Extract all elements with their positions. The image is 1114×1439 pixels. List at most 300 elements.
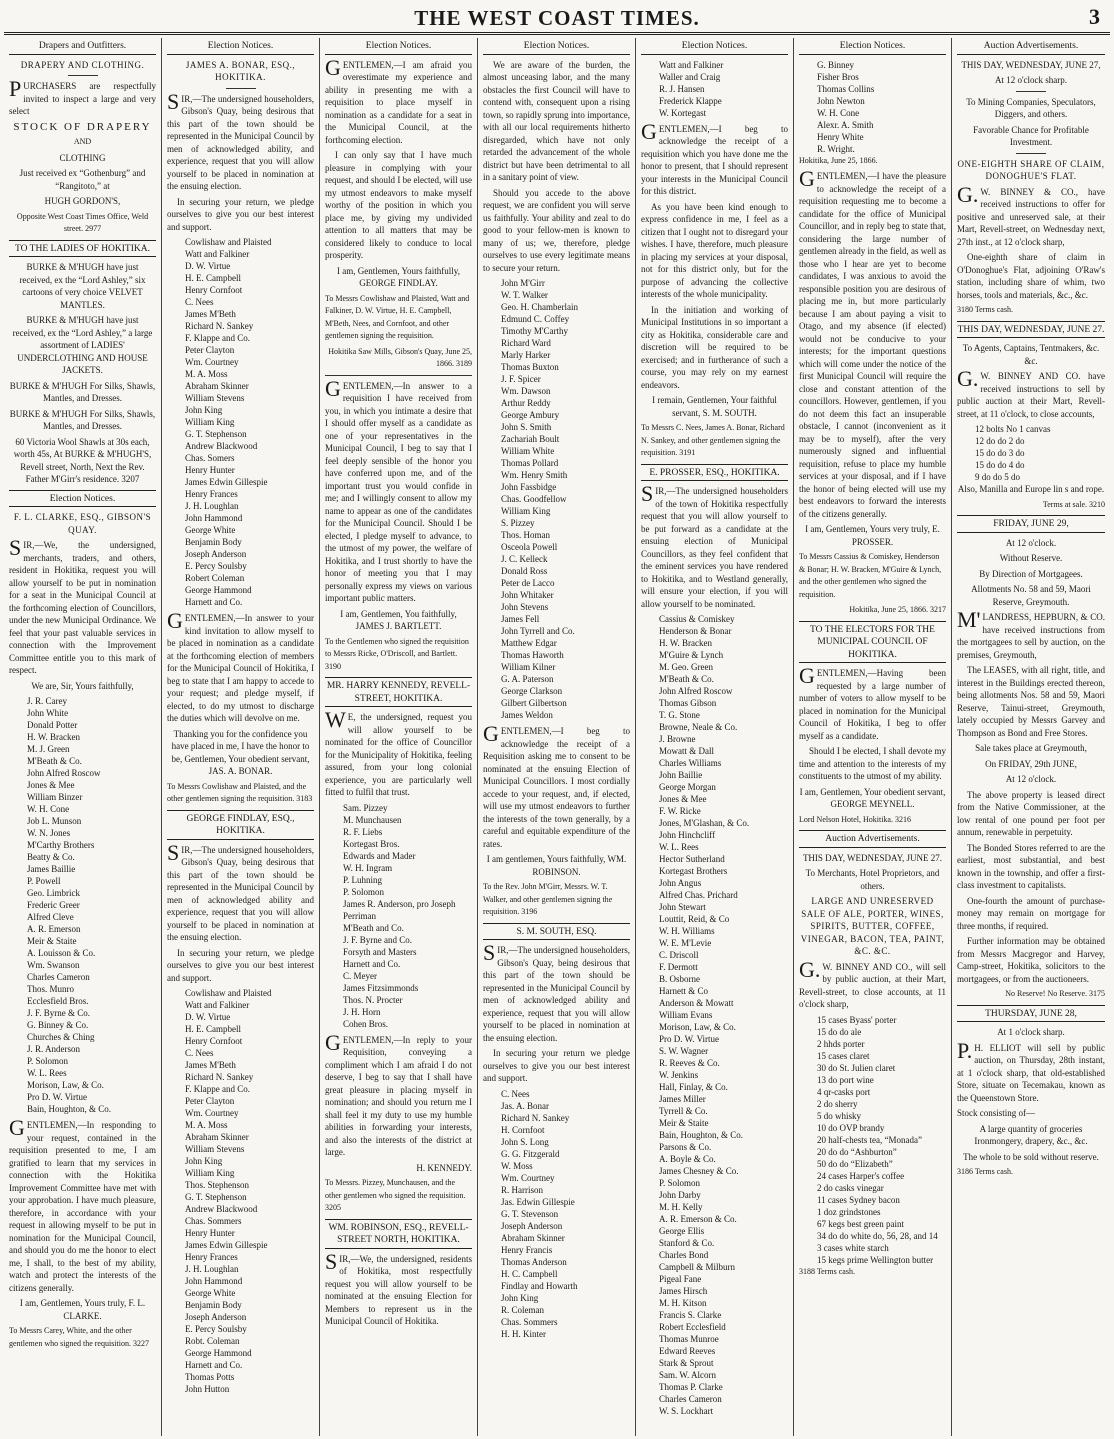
- list-item: C. Driscoll: [659, 950, 699, 960]
- list-item: 34 do do white do, 56, 28, and 14: [817, 1230, 938, 1241]
- column-5: [636, 38, 794, 1436]
- list-item: 20 do do “Ashburton”: [817, 1146, 897, 1157]
- list-item: Henry Frances: [185, 489, 238, 499]
- list-item: A. Louisson & Co.: [27, 948, 96, 958]
- notice-heading: S. M. SOUTH, ESQ.: [483, 923, 630, 941]
- auction-text: Favorable Chance for Profitable Investment.: [973, 124, 1089, 147]
- list-item: Frederic Greer: [27, 900, 80, 910]
- list-item: W. N. Jones: [27, 828, 71, 838]
- list-item: 15 cases Byass' porter: [817, 1014, 897, 1025]
- list-item: B. Osborne: [659, 974, 700, 984]
- list-item: John King: [501, 1292, 539, 1303]
- list-item: Morison, Law, & Co.: [27, 1080, 104, 1090]
- list-item: Thomas Pollard: [501, 458, 559, 468]
- list-item: Robt. Coleman: [185, 1336, 240, 1346]
- auction-text: Without Reserve.: [999, 553, 1063, 563]
- list-item: W. H. Cone: [27, 804, 70, 814]
- list-item: Hall, Finlay, & Co.: [659, 1082, 728, 1092]
- notice-footer: To Messrs Carey, White, and the other gentlemen who signed the requisition. 3227: [9, 1326, 149, 1348]
- notice-footer: To the Rev. John M'Girr, Messrs. W. T. Walker, and other gentlemen signing the requisition. 3196: [483, 882, 613, 916]
- notice-footer: Hokitika, June 25, 1866. 3217: [849, 605, 946, 614]
- list-item: William King: [185, 1168, 235, 1178]
- column-3: [320, 38, 478, 1436]
- auction-footer: No Reserve! No Reserve. 3175: [1005, 989, 1105, 998]
- ad-text: PURCHASERS are respectfully invited to inspect a large and very select: [9, 76, 156, 116]
- notice-text: GENTLEMEN,—In answer to a requisition I have received from you, in which you intimate a desire that I should offer myself as a candidate as one of your representatives in the Municipal Council, I beg to say that I feel deeply sensible of the honor you have conferred upon me, and of the important trust you would confide in me; and I willingly consent to allow my name to appear as one of the candidates for the Municipal Council. Should I be elected, I pledge myself to advance, to the utmost of my power, the welfare of Hokitika, and I trust shortly to have the honor of meeting you that I may personally express my views on various important public matters.: [325, 375, 472, 603]
- list-item: Alfred Cleve: [27, 912, 74, 922]
- divider: [1016, 153, 1046, 154]
- notice-footer: Lord Nelson Hotel, Hokitika. 3216: [799, 814, 911, 824]
- list-item: William Kilner: [501, 662, 556, 672]
- list-item: W. H. Cone: [817, 107, 860, 118]
- list-item: C. Nees: [501, 1088, 530, 1099]
- notice-text: We are aware of the burden, the almost unceasing labor, and the many obstacles the first Council will have to contend with, consequent upon a rising town, so rapidly sprung into importance, with all our local requirements hitherto disregarded, which have not only retarded the advancement of the whole district but have been detrimental to all in a sanitary point of view.: [483, 59, 630, 182]
- list-item: Peter Clayton: [185, 345, 235, 355]
- list-item: R. Reeves & Co.: [659, 1058, 720, 1068]
- notice-text: SIR,—The undersigned householders, Gibson's Quay, being desirous that this part of the town should be represented in the Municipal Council by men of acknowledged ability, and experience, request that you will allow yourself to be placed in nomination at the ensuing election.: [167, 88, 314, 191]
- list-item: Richard N. Sankey: [501, 1112, 570, 1123]
- notice-signoff: I am gentlemen, Yours faithfully, WM. ROBINSON.: [486, 854, 627, 877]
- list-item: W. H. Williams: [659, 926, 715, 936]
- notice-text: In the initiation and working of Municipal Institutions in so important a city as Hokitika, considerable care and discretion will be required to be exercised; and in furtherance of such a course, you may rely on my earnest endeavors.: [641, 304, 788, 390]
- list-item: J. Browne: [659, 734, 696, 744]
- newspaper-title: THE WEST COAST TIMES.: [414, 6, 700, 30]
- list-item: Louttit, Reid, & Co: [659, 914, 730, 924]
- notice-footer: To Messrs C. Nees, James A. Bonar, Richard N. Sankey, and other gentlemen signing the requisition. 3191: [641, 423, 785, 457]
- list-item: Jones & Mee: [659, 794, 707, 804]
- list-item: Sam. W. Alcorn: [659, 1370, 717, 1380]
- list-item: H. Cornfoot: [501, 1124, 545, 1135]
- notice-text: GENTLEMEN,—I beg to acknowledge the receipt of a Requisition asking me to consent to be nominated at the ensuing Election of Municipal Councillors. I most cordially accede to your request, and, if elected, will use my utmost endeavors to further the interests of the town generally, by a careful and equitable expenditure of the rates.: [483, 721, 630, 849]
- list-item: Peter de Lacco: [501, 578, 555, 588]
- auction-text: Further information may be obtained from Messrs Macgregor and Harvey, Camp-street, Hokitika, solicitors to the mortgagees, or from the auctioneers.: [957, 936, 1105, 984]
- list-item: Chas. Goodfellow: [501, 494, 567, 504]
- list-item: Stanford & Co.: [659, 1238, 715, 1248]
- list-item: Alfred Chas. Prichard: [659, 890, 738, 900]
- list-item: Marly Harker: [501, 350, 551, 360]
- list-item: F. W. Ricke: [659, 806, 701, 816]
- signatory-list: [641, 613, 788, 1417]
- list-item: Benjamin Body: [185, 1300, 242, 1310]
- notice-text: WE, the undersigned, request you will allow yourself to be nominated for the office of Councillor for the Municipality of Hokitika, feeling assured, from your long colonial experience, you are particularly well fitted to fulfil that trust.: [325, 707, 472, 797]
- lot-list: [799, 1014, 946, 1266]
- notice-text: SIR,—We, the undersigned, residents of Hokitika, most respectfully request you will allow yourself to be nominated at the ensuing Election for Members to represent us in the Municipal Council of Hokitika.: [325, 1248, 472, 1326]
- list-item: Arthur Reddy: [501, 398, 551, 408]
- notice-footer: Hokitika, June 25, 1866.: [799, 155, 878, 165]
- list-item: C. Meyer: [343, 970, 377, 981]
- notice-signoff: I am, Gentlemen, Yours truly, F. L. CLARKE.: [19, 1298, 146, 1321]
- list-item: 13 do port wine: [817, 1074, 874, 1085]
- notice-heading: WM. ROBINSON, ESQ., REVELL-STREET NORTH, HOKITIKA.: [325, 1219, 472, 1249]
- notice-footer: To Messrs Cowlishaw and Plaisted, Watt and Falkiner, D. W. Virtue, H. E. Campbell, M'Beth, Nees, and Cornfoot, and other gentlemen signing the requisition.: [325, 293, 470, 340]
- list-item: Thos. Homan: [501, 530, 550, 540]
- notice-signoff: Thanking you for the confidence you have placed in me, I have the honor to be, Gentlemen, Your obedient servant, JAS. A. BONAR.: [171, 728, 310, 776]
- divider: [325, 375, 472, 376]
- list-item: Richard Ward: [501, 338, 551, 348]
- list-item: Harnett and Co.: [185, 1360, 243, 1370]
- list-item: Abraham Skinner: [185, 381, 249, 391]
- auction-text: The Bonded Stores referred to are the earliest, most substantial, and best known in the township, and offer a first-class investment to capitalists.: [957, 842, 1105, 890]
- auction-text: G.W. BINNEY & CO., have received instructions to offer for positive and unreserved sale, at their Mart, Revell-street, on Wednesday next, 27th inst., at 12 o'clock sharp,: [957, 181, 1105, 247]
- canvas-list: [957, 423, 1105, 483]
- list-item: Henry White: [817, 131, 864, 142]
- list-item: Harnett and Co.: [185, 597, 243, 607]
- list-item: J. H. Loughlan: [185, 501, 239, 511]
- divider: [226, 88, 256, 89]
- list-item: Thomas Buxton: [501, 362, 559, 372]
- list-item: G. T. Stephenson: [185, 429, 247, 439]
- list-item: 15 do do 4 do: [975, 460, 1025, 470]
- notice-text: In securing your return, we pledge ourselves to give you our best interest and support.: [167, 196, 314, 232]
- list-item: Thomas Gibson: [659, 698, 717, 708]
- list-item: James Baillie: [27, 864, 76, 874]
- notice-heading: F. L. CLARKE, ESQ., GIBSON'S QUAY.: [13, 512, 152, 535]
- list-item: John Hammond: [185, 513, 243, 523]
- list-item: H. C. Campbell: [501, 1268, 558, 1279]
- list-item: M. A. Moss: [185, 1120, 228, 1130]
- list-item: William Evans: [659, 1010, 713, 1020]
- list-item: James Hirsch: [659, 1286, 708, 1296]
- auction-text: Also, Manilla and Europe lin s and rope.: [957, 484, 1105, 494]
- notice-text: GENTLEMEN,—I beg to acknowledge the receipt of a requisition which you have done me the honor to present, that I should represent your interests in the Municipal Council for this district.: [641, 118, 788, 196]
- notice-signoff: I am, Gentlemen, Yours faithfully, GEORGE FINDLAY.: [337, 265, 460, 288]
- list-item: W. L. Rees: [659, 842, 699, 852]
- list-item: C. Nees: [185, 297, 214, 307]
- list-item: M. H. Kitson: [659, 1298, 707, 1308]
- list-item: Churches & Ching: [27, 1032, 95, 1042]
- list-item: Frederick Klappe: [659, 95, 722, 106]
- list-item: Wm. Henry Smith: [501, 470, 568, 480]
- list-item: John Fassbidge: [501, 482, 557, 492]
- notice-text: SIR,—The undersigned householders, Gibson's Quay, being desirous that this part of the town should be represented in the Municipal Council by men of acknowledged ability and experience, request that you will allow yourself to be placed in nomination at the ensuing election.: [483, 940, 630, 1043]
- auction-text: To Merchants, Hotel Proprietors, and others.: [805, 868, 940, 891]
- list-item: E. Percy Soulsby: [185, 561, 247, 571]
- notice-text: Should I be elected, I shall devote my time and attention to the interests of my constituents to the utmost of my ability.: [799, 746, 946, 781]
- list-item: 5 do whisky: [817, 1110, 862, 1121]
- list-item: H. W. Bracken: [27, 732, 80, 742]
- auction-text: G.W. BINNEY AND CO. have received instructions to sell by public auction at their Mart, Revell-street, at 11 o'clock, to close accounts,: [957, 366, 1105, 419]
- notice-footer: To Messrs Cassius & Comiskey, Henderson & Bonar; H. W. Bracken, M'Guire & Lynch, and the other gentlemen who signed the requisition.: [799, 552, 942, 599]
- list-item: Pro D. W. Virtue: [659, 1034, 720, 1044]
- ad-heading: HUGH GORDON'S,: [44, 196, 121, 206]
- list-item: Charles Cameron: [659, 1394, 722, 1404]
- list-item: John Hutton: [185, 1384, 230, 1394]
- notice-text: GENTLEMEN,—I have the pleasure to acknowledge the receipt of a requisition requesting me to become a candidate for the office of Municipal Councillor, and in reply beg to state that, considering the large number of gentlemen already in the field, as well as those who I hear are yet to become candidates, I was anxious to avoid the responsible position you are desirous of placing me in, but more particularly because I am about paying a visit to Otago, and my absence (if elected) would not be conducive to your interests; for the important questions which will come under the notice of the first Municipal Council will require the close and constant attention of the councillors. However, gentlemen, if you do not deem this fact an insuperable obstacle, I cannot (inconvenient as it may be to myself), after the very numerously signed and influential requisition, refuse to place my humble services at your disposal, and if I have the honor of being elected will use my best endeavors to forward the interests of the citizens generally.: [799, 166, 946, 519]
- list-item: John Whitaker: [501, 590, 554, 600]
- list-item: John Baillie: [659, 770, 703, 780]
- auction-date: THIS DAY, WEDNESDAY, JUNE 27.: [957, 321, 1105, 339]
- list-item: H. E. Campbell: [185, 1024, 241, 1034]
- divider: [1016, 91, 1046, 92]
- notice-heading: JAMES A. BONAR, ESQ., HOKITIKA.: [185, 59, 296, 82]
- section-heading: Auction Advertisements.: [799, 830, 946, 848]
- list-item: Thos. N. Procter: [343, 994, 403, 1005]
- list-item: S. Pizzey: [501, 518, 535, 528]
- list-item: Geo. Limbrick: [27, 888, 80, 898]
- list-item: R. J. Hansen: [659, 83, 705, 94]
- notice-signoff: I am, Gentlemen, Yours very truly, E. PROSSER.: [805, 524, 940, 547]
- list-item: E. Percy Soulsby: [185, 1324, 247, 1334]
- list-item: Fisher Bros: [817, 71, 859, 82]
- list-item: William King: [501, 506, 551, 516]
- list-item: Anderson & Mowatt: [659, 998, 734, 1008]
- list-item: James Edwin Gillespie: [185, 477, 268, 487]
- list-item: P. Solomon: [343, 886, 385, 897]
- auction-footer: 3188 Terms cash.: [799, 1266, 855, 1276]
- column-header: Election Notices.: [483, 38, 630, 55]
- list-item: J. R. Anderson: [27, 1044, 81, 1054]
- list-item: George White: [185, 1288, 236, 1298]
- auction-text: The whole to be sold without reserve.: [963, 1151, 1099, 1162]
- column-header: Election Notices.: [167, 38, 314, 55]
- list-item: George White: [185, 525, 236, 535]
- list-item: W. Moss: [501, 1160, 533, 1171]
- list-item: John King: [185, 405, 223, 415]
- signatory-list: [325, 802, 472, 1030]
- list-item: John Alfred Roscow: [27, 768, 101, 778]
- auction-time: At 12 o'clock.: [1005, 774, 1057, 784]
- list-item: Harnett & Co: [659, 986, 708, 996]
- notice-footer: To Messrs Cowlishaw and Plaisted, and the other gentlemen signing the requisition. 3183: [167, 781, 313, 803]
- list-item: Wm. Dawson: [501, 386, 551, 396]
- list-item: Osceola Powell: [501, 542, 558, 552]
- list-item: D. W. Virtue: [185, 261, 231, 271]
- signatory-list: [799, 59, 946, 155]
- list-item: M. Geo. Green: [659, 662, 713, 672]
- list-item: Henry Hunter: [185, 1228, 235, 1238]
- list-item: John M'Girr: [501, 278, 545, 288]
- list-item: M. A. Moss: [185, 369, 228, 379]
- column-1: [4, 38, 162, 1436]
- list-item: P. Luhning: [343, 874, 383, 885]
- list-item: 3 cases white starch: [817, 1242, 889, 1253]
- notice-text: Should you accede to the above request, we are confident you will serve us faithfully. Your ability and zeal to do good to your fellow-men is known to many of us; we, therefore, pledge ourselves to use every legitimate means to secure your return.: [483, 187, 630, 273]
- ad-text: 60 Victoria Wool Shawls at 30s each, worth 45s, At BURKE & M'HUGH'S, Revell street, North, Next the Rev. Father M'Girr's residence. 3207: [13, 436, 152, 484]
- list-item: 24 cases Harper's coffee: [817, 1170, 905, 1181]
- list-item: Watt and Falkiner: [659, 59, 724, 70]
- list-item: John King: [185, 1156, 223, 1166]
- notice-text: GENTLEMEN,—In responding to your request, contained in the requisition presented to me, I am gratified to learn that my services in connection with the Hokitika Improvement Committee have met with your approbation. I have much pleasure, therefore, in accordance with your request in allowing myself to be put in nomination for the Municipal Council, and should you do me the honor to elect me, I shall, to the best of my ability, watch and protect the interests of the citizens generally.: [9, 1115, 156, 1293]
- list-item: John Tyrrell and Co.: [501, 626, 575, 636]
- notice-text: I can only say that I have much pleasure in complying with your request, and should I be elected, will use my utmost endeavors to make myself worthy of the position in which you place me, by giving my undivided attention to all matters that may be considered likely to conduce to local prosperity.: [325, 150, 472, 260]
- list-item: Thos. Stephenson: [185, 1180, 249, 1190]
- auction-text: G.W. BINNEY AND CO., will sell by public auction, at their Mart, Revell-street, to close accounts, at 11 o'clock sharp,: [799, 956, 946, 1009]
- section-heading: TO THE LADIES OF HOKITIKA.: [9, 240, 156, 258]
- list-item: Thomas Munroe: [659, 1334, 719, 1344]
- list-item: Joseph Anderson: [185, 1312, 247, 1322]
- list-item: John Angus: [659, 878, 702, 888]
- list-item: John Alfred Roscow: [659, 686, 733, 696]
- notice-heading: GEORGE FINDLAY, ESQ., HOKITIKA.: [167, 810, 314, 840]
- list-item: Abraham Skinner: [501, 1232, 565, 1243]
- list-item: Kortegast Brothers: [659, 866, 728, 876]
- list-item: 15 do do 3 do: [975, 448, 1025, 458]
- list-item: W. S. Lockhart: [659, 1406, 714, 1416]
- notice-signoff: I am, Gentlemen, You faithfully, JAMES J. BARTLETT.: [340, 608, 457, 631]
- column-4: [478, 38, 636, 1436]
- list-item: Francis S. Clarke: [659, 1310, 722, 1320]
- notice-heading: TO THE ELECTORS FOR THE MUNICIPAL COUNCIL OF HOKITIKA.: [799, 621, 946, 664]
- list-item: Wm. Courtney: [501, 1172, 555, 1183]
- section-heading: Election Notices.: [9, 490, 156, 508]
- list-item: D. W. Virtue: [185, 1012, 231, 1022]
- list-item: M'Beath & Co.: [27, 756, 82, 766]
- list-item: Richard N. Sankey: [185, 1072, 254, 1082]
- list-item: G. A. Paterson: [501, 674, 554, 684]
- ad-heading: DRAPERY AND CLOTHING.: [20, 59, 145, 70]
- list-item: Wm. Courtney: [185, 357, 239, 367]
- list-item: Andrew Blackwood: [185, 1204, 258, 1214]
- list-item: 20 half-chests tea, “Monada”: [817, 1134, 922, 1145]
- list-item: James Weldon: [501, 710, 553, 720]
- auction-text: A large quantity of groceries Ironmongery, drapery, &c., &c.: [974, 1123, 1088, 1146]
- list-item: J. F. Spicer: [501, 374, 541, 384]
- auction-text: Stock consisting of—: [957, 1108, 1035, 1118]
- list-item: Henry Cornfoot: [185, 1036, 243, 1046]
- list-item: Henry Hunter: [185, 465, 235, 475]
- list-item: 15 kegs prime Wellington butter: [817, 1254, 934, 1265]
- list-item: C. Nees: [185, 1048, 214, 1058]
- list-item: 2 do casks vinegar: [817, 1182, 884, 1193]
- list-item: Meir & Staite: [27, 936, 77, 946]
- notice-footer: To the Gentlemen who signed the requisition to Messrs Ricke, O'Driscoll, and Bartlett. 3190: [325, 636, 469, 671]
- list-item: Chas. Somers: [185, 453, 235, 463]
- list-item: Ecclesfield Bros.: [27, 996, 89, 1006]
- list-item: Mowatt & Dall: [659, 746, 714, 756]
- auction-footer: Terms at sale. 3210: [1042, 499, 1105, 509]
- columns: [4, 38, 1110, 1436]
- list-item: James M'Beth: [185, 309, 236, 319]
- list-item: 15 cases claret: [817, 1050, 870, 1061]
- list-item: Tyrrell & Co.: [659, 1106, 708, 1116]
- notice-signoff: I am, Gentlemen, Your obedient servant, GEORGE MEYNELL.: [799, 786, 946, 809]
- notice-signoff: I remain, Gentlemen, Your faithful servant, S. M. SOUTH.: [652, 395, 777, 418]
- notice-heading: E. PROSSER, ESQ., HOKITIKA.: [641, 464, 788, 482]
- list-item: Thomas Collins: [817, 83, 875, 94]
- list-item: W. Jenkins: [659, 1070, 699, 1080]
- list-item: James Edwin Gillespie: [185, 1240, 268, 1250]
- list-item: J. C. Kelleck: [501, 554, 548, 564]
- notice-footer: Hokitika Saw Mills, Gibson's Quay, June 25, 1866. 3189: [328, 346, 472, 368]
- list-item: W. L. Rees: [27, 1068, 67, 1078]
- list-item: Thos. Munro: [27, 984, 74, 994]
- notice-text: As you have been kind enough to express confidence in me, I feel as a citizen that I ought not to disregard your wishes. I have, therefore, much pleasure in placing my services at your disposal, not for this district only, but for the purpose of advancing the collective interests of the whole municipality.: [641, 201, 788, 299]
- list-item: 12 do do 2 do: [975, 436, 1025, 446]
- list-item: Robert Coleman: [185, 573, 245, 583]
- list-item: George Hammond: [185, 1348, 252, 1358]
- list-item: Forsyth and Masters: [343, 946, 417, 957]
- list-item: Beatty & Co.: [27, 852, 75, 862]
- auction-time: At 1 o'clock sharp.: [997, 1027, 1065, 1037]
- list-item: Kortegast Bros.: [343, 838, 400, 849]
- list-item: James Fell: [501, 614, 540, 624]
- list-item: Henry Cornfoot: [185, 285, 243, 295]
- list-item: Wm. Courtney: [185, 1108, 239, 1118]
- list-item: Edwards and Mader: [343, 850, 416, 861]
- list-item: Jas. Edwin Gillespie: [501, 1196, 575, 1207]
- list-item: John Darby: [659, 1190, 701, 1200]
- list-item: James R. Anderson, pro Joseph Perriman: [343, 898, 456, 921]
- signatory-list: [483, 277, 630, 721]
- list-item: G. G. Fitzgerald: [501, 1148, 560, 1159]
- list-item: Cassius & Comiskey: [659, 614, 735, 624]
- list-item: W. T. Walker: [501, 290, 548, 300]
- list-item: Parsons & Co.: [659, 1142, 712, 1152]
- list-item: William White: [501, 446, 555, 456]
- list-item: Joseph Anderson: [501, 1220, 563, 1231]
- list-item: A. Boyle & Co.: [659, 1154, 716, 1164]
- list-item: Bain, Houghton, & Co.: [659, 1130, 744, 1140]
- list-item: Charles Bond: [659, 1250, 709, 1260]
- list-item: George Clarkson: [501, 686, 563, 696]
- list-item: 50 do do “Elizabeth”: [817, 1158, 893, 1169]
- list-item: Watt and Falkiner: [185, 1000, 250, 1010]
- list-item: George Hammond: [185, 585, 252, 595]
- signatory-list: [167, 236, 314, 608]
- list-item: Harnett and Co.: [343, 958, 401, 969]
- auction-time: At 12 o'clock.: [1005, 537, 1057, 548]
- list-item: A. R. Emerson & Co.: [659, 1214, 737, 1224]
- list-item: Jones & Mee: [27, 780, 75, 790]
- masthead: [0, 0, 1114, 40]
- list-item: William King: [185, 417, 235, 427]
- notice-text: In securing your return, we pledge ourselves to give you our best interest and support.: [167, 947, 314, 983]
- list-item: Edward Reeves: [659, 1346, 716, 1356]
- list-item: Charles Williams: [659, 758, 722, 768]
- list-item: John Hammond: [185, 1276, 243, 1286]
- auction-date: THURSDAY, JUNE 28,: [957, 1005, 1105, 1023]
- list-item: Campbell & Milburn: [659, 1262, 735, 1272]
- column-header: Election Notices.: [799, 38, 946, 55]
- auction-footer: 3186 Terms cash.: [957, 1167, 1013, 1176]
- auction-text: P.H. ELLIOT will sell by public auction, on Thursday, 28th instant, at 1 o'clock sharp, that old-established Store, situate on Tecemakau, known as the Queenstown Store.: [957, 1037, 1105, 1103]
- list-item: F. Dermott: [659, 962, 698, 972]
- list-item: 2 hhds porter: [817, 1038, 865, 1049]
- list-item: H. H. Kinter: [501, 1328, 546, 1339]
- list-item: Henry Francis: [501, 1244, 553, 1255]
- list-item: F. Klappe and Co.: [185, 333, 251, 343]
- list-item: George Ellis: [659, 1226, 705, 1236]
- list-item: Zachariah Boult: [501, 434, 560, 444]
- list-item: George Morgan: [659, 782, 716, 792]
- notice-text: GENTLEMEN,—Having been requested by a large number of number of voters to allow myself to be placed in nomination for the Municipal Council of Hokitika, I beg to offer myself as a candidate.: [799, 663, 946, 741]
- list-item: James Miller: [659, 1094, 706, 1104]
- list-item: H. W. Bracken: [659, 638, 712, 648]
- ad-text: Just received ex “Gothenburg” and “Rangitoto,” at: [19, 168, 146, 191]
- signatory-list: [9, 695, 156, 1115]
- list-item: M. H. Kelly: [659, 1202, 703, 1212]
- column-header: Election Notices.: [641, 38, 788, 55]
- list-item: William Stevens: [185, 393, 245, 403]
- list-item: Cohen Bros.: [343, 1018, 388, 1029]
- list-item: John Newton: [817, 95, 865, 106]
- page-number: 3: [1089, 4, 1100, 29]
- list-item: W. Kortegast: [659, 107, 707, 118]
- list-item: 1 doz grindstones: [817, 1206, 881, 1217]
- ad-text: Opposite West Coast Times Office, Weld street. 2977: [16, 211, 149, 233]
- list-item: W. H. Ingram: [343, 862, 393, 873]
- list-item: P. Powell: [27, 876, 61, 886]
- list-item: G. T. Stevenson: [501, 1208, 559, 1219]
- list-item: Thomas P. Clarke: [659, 1382, 723, 1392]
- column-header: Drapers and Outfitters.: [9, 38, 156, 55]
- list-item: M'Carthy Brothers: [27, 840, 95, 850]
- divider: [68, 75, 98, 76]
- list-item: J. F. Byrne & Co.: [27, 1008, 91, 1018]
- notice-text: SIR,—The undersigned householders of the town of Hokitika respectfully request that you will allow yourself to be put forward as a candidate at the ensuing election of Municipal Councillors, as they feel confident that the eminent services you have rendered to Hokitika, and to Westland generally, will ensure your election, if you will allow yourself to be nominated.: [641, 481, 788, 609]
- list-item: 10 do OVP brandy: [817, 1122, 885, 1133]
- list-item: Pro D. W. Virtue: [27, 1092, 88, 1102]
